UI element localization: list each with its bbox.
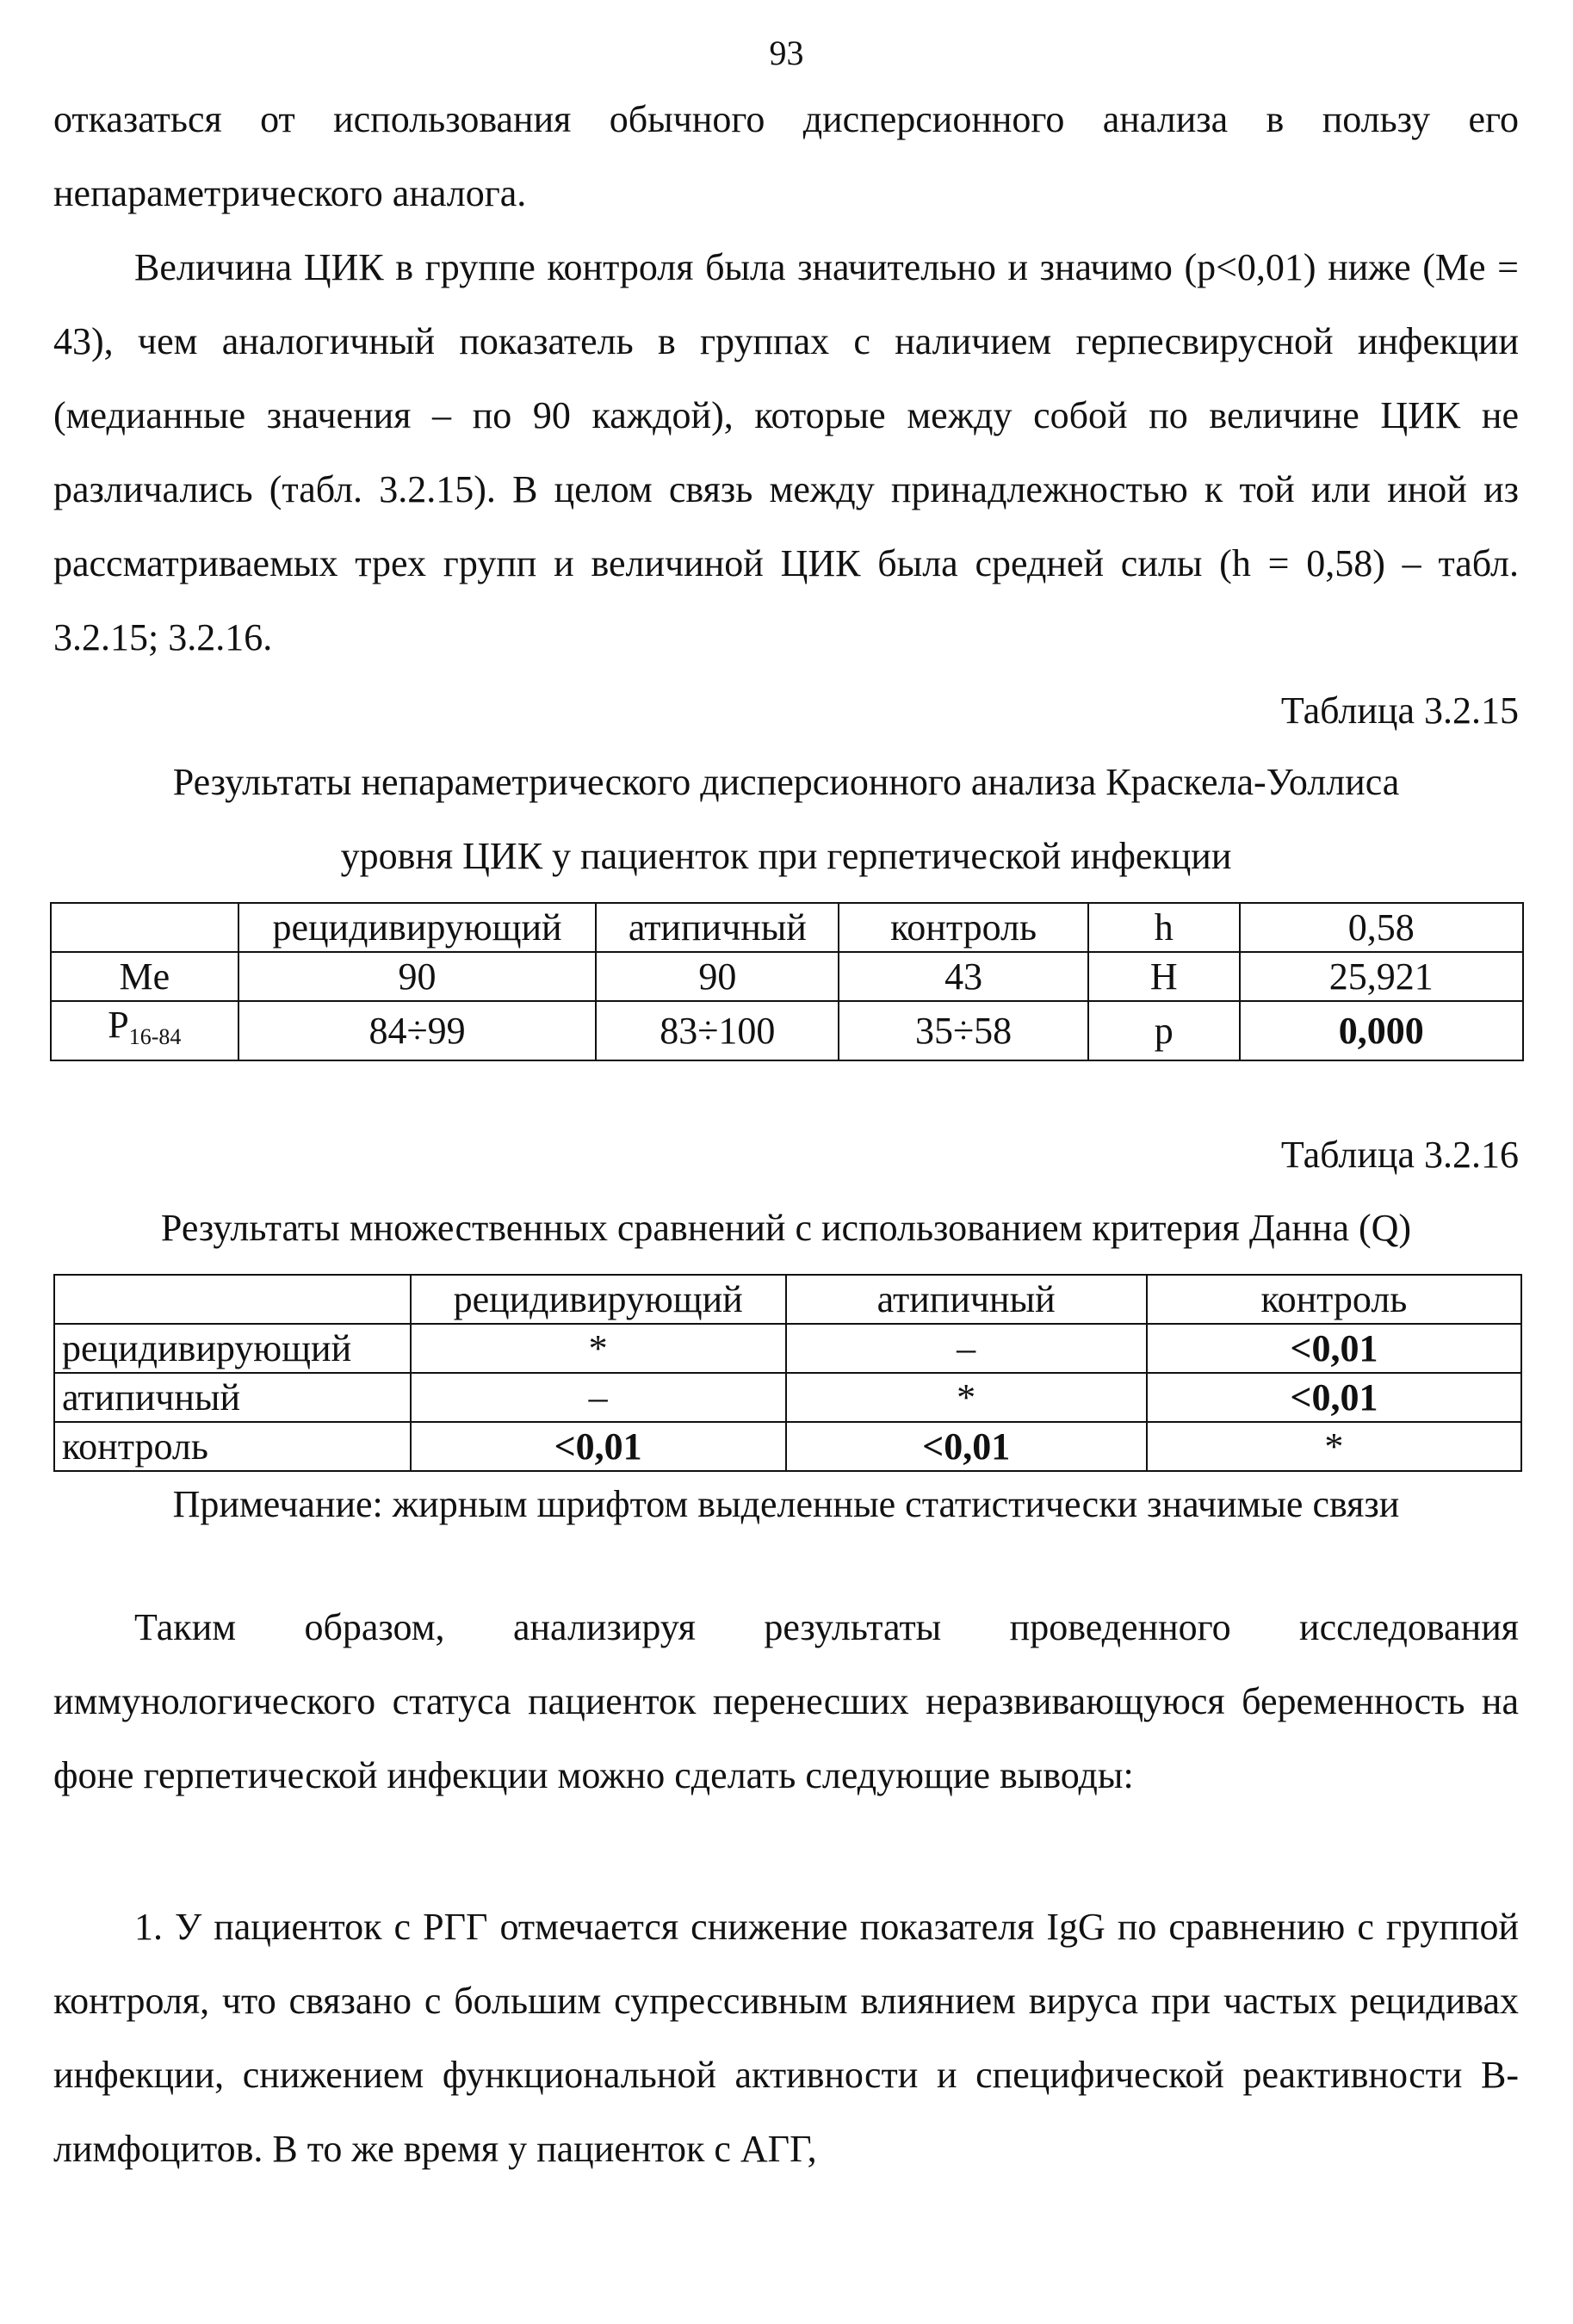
table-cell-significant: <0,01 — [786, 1422, 1147, 1471]
table-note: Примечание: жирным шрифтом выделенные статистически значимые связи — [172, 1483, 1400, 1525]
table-row-label: контроль — [54, 1422, 411, 1471]
table-cell — [54, 1275, 411, 1324]
page-number: 93 — [769, 34, 804, 72]
table-header-row — [51, 903, 1523, 952]
table-cell: H — [1088, 952, 1240, 1001]
table-row — [51, 952, 1523, 1001]
table-row-label: атипичный — [54, 1373, 411, 1422]
table-cell: * — [1147, 1422, 1521, 1471]
table-header-cell: h — [1088, 903, 1240, 952]
table-cell-significant: <0,01 — [1147, 1324, 1521, 1373]
table-row — [54, 1373, 1521, 1422]
paragraph-finding-1: 1. У пациенток с РГГ отмечается снижение показателя IgG по сравнению с группой контроля, что связано с большим супрессивным влиянием вируса при частых рецидивах инфекции, снижением функциональной активности и специфической реактивности В-лимфоцитов. В то же время у пациенток с АГГ, — [53, 1906, 1519, 2170]
table-label-3-2-15: Таблица 3.2.15 — [1280, 689, 1519, 732]
table-cell: 90 — [238, 952, 597, 1001]
table-header-cell: атипичный — [786, 1275, 1147, 1324]
table-title-3-2-15-line1: Результаты непараметрического дисперсионного анализа Краскела-Уоллиса — [172, 761, 1400, 803]
table-cell-significant: <0,01 — [1147, 1373, 1521, 1422]
kruskal-wallis-table — [50, 902, 1524, 1061]
table-cell: 84÷99 — [238, 1001, 597, 1060]
p-label-main: P — [108, 1004, 129, 1046]
table-header-cell: контроль — [839, 903, 1088, 952]
table-title-3-2-16: Результаты множественных сравнений с использованием критерия Данна (Q) — [160, 1207, 1412, 1249]
table-cell: 83÷100 — [596, 1001, 839, 1060]
paragraph-cik: Величина ЦИК в группе контроля была значительно и значимо (p<0,01) ниже (Me = 43), чем аналогичный показатель в группах с наличием герпесвирусной инфекции (медианные значения – по 90 каждой), которые между собой по величине ЦИК не различались (табл. 3.2.15). В целом связь между принадлежностью к той или иной из рассматриваемых трех групп и величиной ЦИК была средней силы (h = 0,58) – табл. 3.2.15; 3.2.16. — [53, 246, 1519, 658]
table-row — [54, 1324, 1521, 1373]
table-cell: 25,921 — [1240, 952, 1523, 1001]
table-header-cell: атипичный — [596, 903, 839, 952]
table-cell: 43 — [839, 952, 1088, 1001]
table-cell: – — [411, 1373, 786, 1422]
table-row-label: Me — [51, 952, 238, 1001]
table-header-cell: рецидивирующий — [238, 903, 597, 952]
dunn-comparison-table — [53, 1274, 1522, 1472]
table-cell: 35÷58 — [839, 1001, 1088, 1060]
table-cell: – — [786, 1324, 1147, 1373]
table-header-cell: рецидивирующий — [411, 1275, 786, 1324]
paragraph-continuation: отказаться от использования обычного дисперсионного анализа в пользу его непараметрического аналога. — [53, 98, 1519, 214]
table-cell: * — [411, 1324, 786, 1373]
table-header-cell: контроль — [1147, 1275, 1521, 1324]
table-label-3-2-16: Таблица 3.2.16 — [1280, 1134, 1519, 1176]
table-cell — [51, 903, 238, 952]
table-row — [51, 1001, 1523, 1060]
table-row-label — [51, 1001, 238, 1060]
table-row-label: рецидивирующий — [54, 1324, 411, 1373]
paragraph-conclusion: Таким образом, анализируя результаты проведенного исследования иммунологического статуса пациенток перенесших неразвивающуюся беременность на фоне герпетической инфекции можно сделать следующие выводы: — [53, 1606, 1519, 1796]
table-header-row — [54, 1275, 1521, 1324]
table-row — [54, 1422, 1521, 1471]
table-title-3-2-15-line2: уровня ЦИК у пациенток при герпетической инфекции — [340, 835, 1232, 877]
table-cell: * — [786, 1373, 1147, 1422]
p-label-subscript: 16-84 — [128, 1024, 182, 1049]
table-cell: p — [1088, 1001, 1240, 1060]
table-cell: 90 — [596, 952, 839, 1001]
table-cell-significant: <0,01 — [411, 1422, 786, 1471]
table-header-cell: 0,58 — [1240, 903, 1523, 952]
table-cell-significant: 0,000 — [1240, 1001, 1523, 1060]
